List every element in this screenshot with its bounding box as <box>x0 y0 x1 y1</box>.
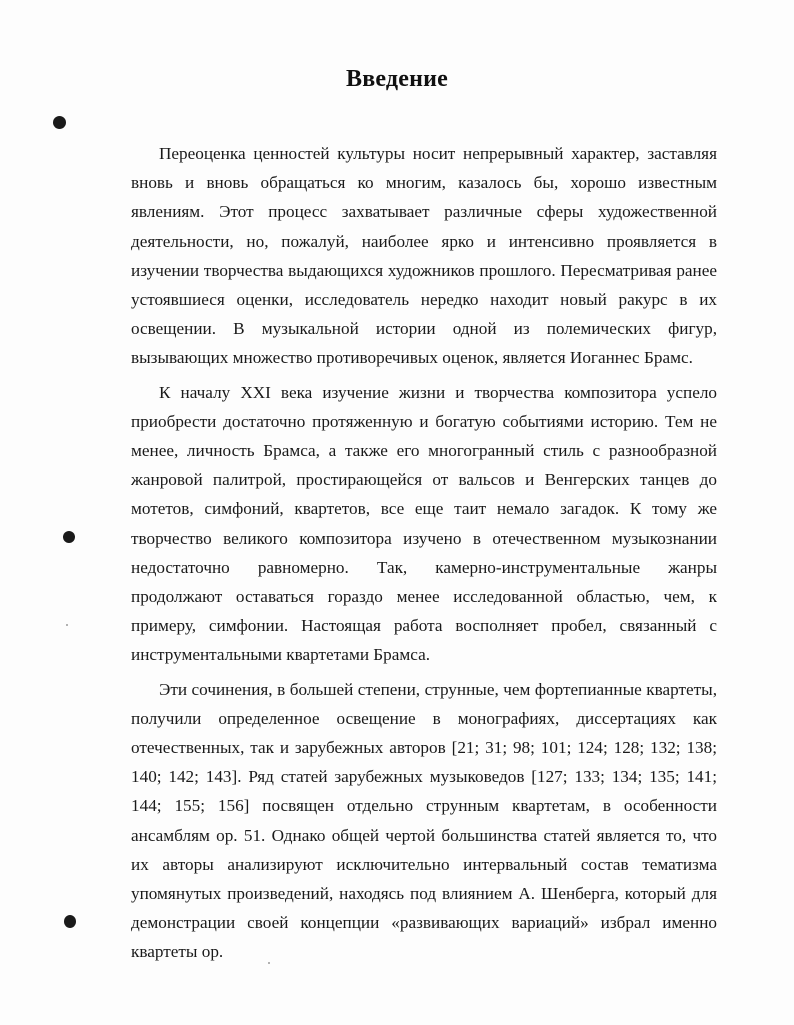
body-text <box>131 139 717 972</box>
paragraph: К началу XXI века изучение жизни и творчества композитора успело приобрести достаточно протяженную и богатую событиями историю. Тем не менее, личность Брамса, а также его многогранный стиль с разнообразной жанровой палитрой, простирающейся от вальсов и Венгерских танцев до мотетов, симфоний, квартетов, все еще таит немало загадок. К тому же творчество великого композитора изучено в отечественном музыкознании недостаточно равномерно. Так, камерно-инструментальные жанры продолжают оставаться гораздо менее исследованной областью, чем, к примеру, симфонии. Настоящая работа восполняет пробел, связанный с инструментальными квартетами Брамса. <box>131 382 717 665</box>
punch-hole-mark <box>53 116 66 129</box>
page-title: Введение <box>345 66 448 92</box>
paragraph: Переоценка ценностей культуры носит непрерывный характер, заставляя вновь и вновь обращаться ко многим, казалось бы, хорошо известным явлениям. Этот процесс захватывает различные сферы художественной деятельности, но, пожалуй, наиболее ярко и интенсивно проявляется в изучении творчества выдающихся художников прошлого. Пересматривая ранее устоявшиеся оценки, исследователь нередко находит новый ракурс в их освещении. В музыкальной истории одной из полемических фигур, вызывающих множество противоречивых оценок, является Иоганнес Брамс. <box>131 144 717 368</box>
paragraph: Эти сочинения, в большей степени, струнные, чем фортепианные квартеты, получили определенное освещение в монографиях, диссертациях как отечественных, так и зарубежных авторов [21; 31; 98; 101; 124; 128; 132; 138; 140; 142; 143]. Ряд статей зарубежных музыковедов [127; 133; 134; 135; 141; 144; 155; 156] посвящен отдельно струнным квартетам, в особенности ансамблям ор. 51. Однако общей чертой большинства статей является то, что их авторы анализируют исключительно интервальный состав тематизма упомянутых произведений, находясь под влиянием А. Шенберга, который для демонстрации своей концепции «развивающих вариаций» избрал именно квартеты ор. <box>131 679 717 962</box>
punch-hole-mark <box>64 915 76 928</box>
punch-hole-mark <box>63 531 75 543</box>
scan-speck <box>66 624 68 626</box>
